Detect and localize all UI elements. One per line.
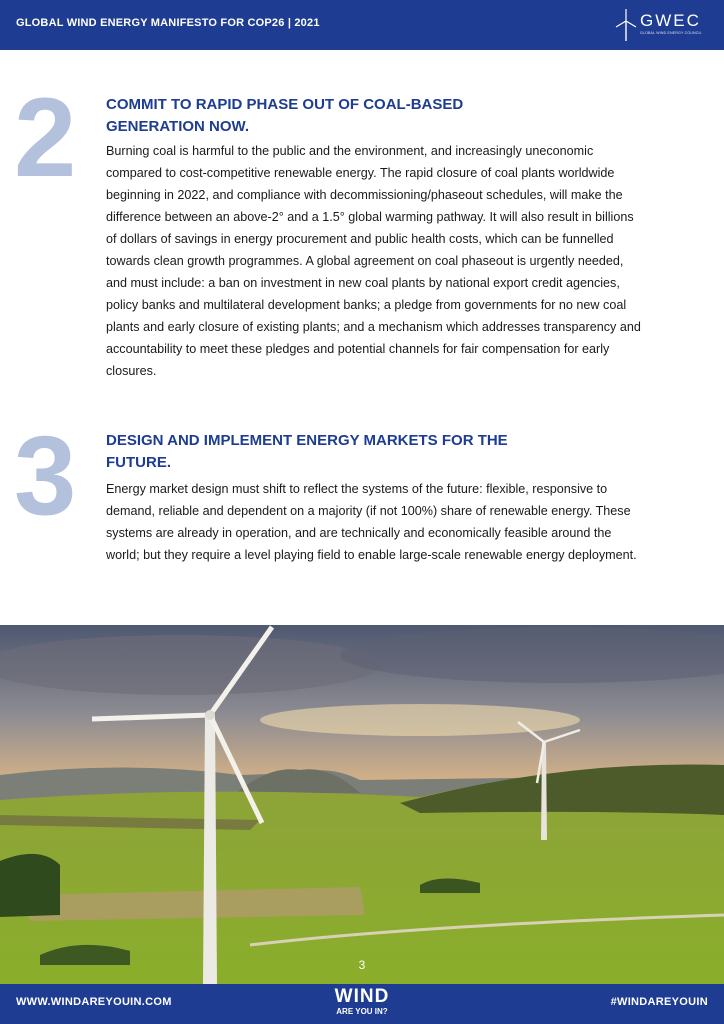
wind-farm-photo bbox=[0, 625, 724, 984]
heading-line: GENERATION NOW. bbox=[106, 118, 250, 135]
section-number: 3 bbox=[14, 413, 77, 538]
section-body: Energy market design must shift to reflect the systems of the future: flexible, responsive to demand, reliable and dependent on a majority (if not 100%) share of renewable energy. These systems are already in operation, and are technically and economically feasible around the world; but they require a level playing field to enable large-scale renewable energy deployment. bbox=[106, 482, 637, 562]
document-title: GLOBAL WIND ENERGY MANIFESTO FOR COP26 | 2021 bbox=[16, 17, 320, 29]
section-number: 2 bbox=[14, 75, 77, 200]
logo-tagline: GLOBAL WIND ENERGY COUNCIL bbox=[640, 31, 702, 35]
heading-line: COMMIT TO RAPID PHASE OUT OF COAL-BASED bbox=[106, 96, 464, 113]
page-number: 3 bbox=[358, 958, 366, 972]
section-heading bbox=[106, 94, 586, 138]
heading-line: FUTURE. bbox=[106, 454, 171, 471]
gwec-logo bbox=[614, 7, 708, 43]
landscape-illustration bbox=[0, 625, 724, 984]
turbine-icon bbox=[614, 7, 640, 43]
logo-wordmark: GWEC bbox=[640, 11, 701, 30]
wind-are-you-in-logo bbox=[326, 987, 398, 1016]
header-bar bbox=[0, 0, 724, 50]
section-body: Burning coal is harmful to the public and the environment, and increasingly uneconomic compared to cost-competitive renewable energy. The rapid closure of coal plants worldwide beginning in 2022, and compliance with decommissioning/phaseout schedules, will make the difference between an above-2° and a 1.5° global warming pathway. It will also result in billions of dollars of savings in energy procurement and public health costs, which can be funnelled towards clean growth programmes. A global agreement on coal phaseout is urgently needed, and must include: a ban on investment in new coal plants by national export credit agencies, policy banks and multilateral development banks; a pledge from governments for no new coal plants and early closure of existing plants; and a mechanism which addresses transparency and accountability to meet these pledges and potential channels for fair compensation for early closures. bbox=[106, 144, 641, 378]
logo-line: ARE YOU IN? bbox=[336, 1007, 388, 1016]
website-link[interactable]: WWW.WINDAREYOUIN.COM bbox=[16, 996, 172, 1008]
logo-line: WIND bbox=[334, 986, 390, 1007]
heading-line: DESIGN AND IMPLEMENT ENERGY MARKETS FOR THE bbox=[106, 432, 508, 449]
footer-bar bbox=[0, 984, 724, 1024]
section-heading bbox=[106, 430, 586, 474]
hashtag: #WINDAREYOUIN bbox=[610, 996, 708, 1008]
